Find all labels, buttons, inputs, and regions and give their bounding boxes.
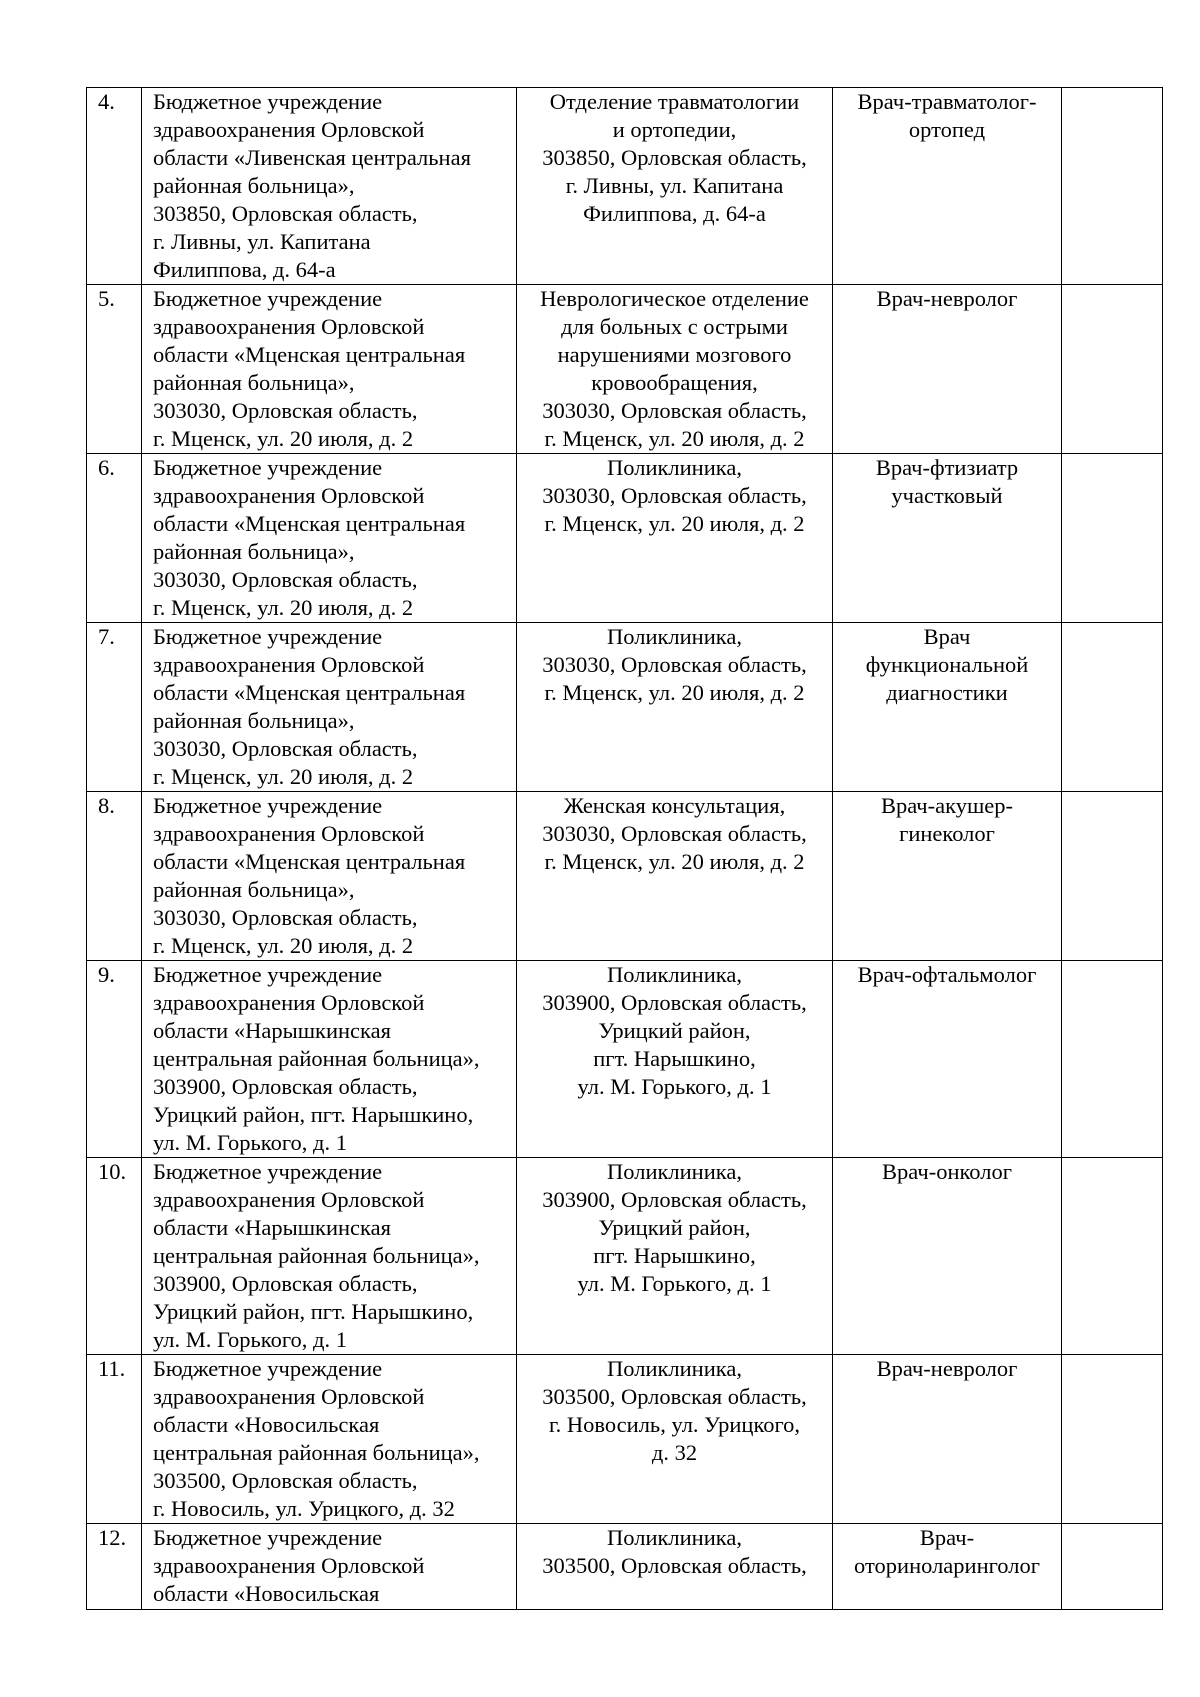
institution-cell-line: здравоохранения Орловской	[153, 314, 425, 339]
department-cell-line: пгт. Нарышкино,	[593, 1046, 756, 1071]
department-cell	[517, 88, 833, 285]
institution-cell-line: Бюджетное учреждение	[153, 455, 383, 480]
row-number: 8.	[87, 792, 142, 961]
institution-cell-line: здравоохранения Орловской	[153, 1384, 425, 1409]
department-cell-line: и ортопедии,	[612, 117, 737, 142]
position-cell-line: ортопед	[908, 117, 986, 142]
institution-cell-line: г. Мценск, ул. 20 июля, д. 2	[153, 595, 414, 620]
institution-cell-line: 303030, Орловская область,	[153, 736, 418, 761]
institution-cell-line: области «Нарышкинская	[153, 1215, 391, 1240]
institution-cell-line: Бюджетное учреждение	[153, 1159, 383, 1184]
department-cell-line: г. Новосиль, ул. Урицкого,	[548, 1412, 801, 1437]
institution-cell	[142, 454, 517, 623]
position-cell-line: функциональной	[865, 652, 1029, 677]
department-cell-line: 303030, Орловская область,	[542, 821, 807, 846]
institution-cell-line: центральная районная больница»,	[153, 1243, 480, 1268]
department-cell-line: Поликлиника,	[607, 1356, 742, 1381]
table-row	[87, 1524, 1163, 1610]
department-cell-line: 303030, Орловская область,	[542, 398, 807, 423]
empty-cell	[1062, 623, 1163, 792]
department-cell-line: нарушениями мозгового	[557, 342, 792, 367]
institution-cell-line: области «Мценская центральная	[153, 511, 466, 536]
department-cell-line: 303030, Орловская область,	[542, 483, 807, 508]
institution-cell-line: 303850, Орловская область,	[153, 201, 418, 226]
institution-cell-line: районная больница»,	[153, 877, 355, 902]
position-cell-line: Врач-невролог	[876, 286, 1018, 311]
position-cell	[833, 961, 1062, 1158]
institution-cell-line: г. Мценск, ул. 20 июля, д. 2	[153, 764, 414, 789]
department-cell-line: 303500, Орловская область,	[542, 1553, 807, 1578]
institution-cell-line: здравоохранения Орловской	[153, 117, 425, 142]
department-cell	[517, 1524, 833, 1610]
position-cell-line: Врач-онколог	[882, 1159, 1012, 1184]
department-cell-line: Поликлиника,	[607, 624, 742, 649]
institution-cell-line: Бюджетное учреждение	[153, 1525, 383, 1550]
institution-cell-line: области «Мценская центральная	[153, 849, 466, 874]
institution-cell-line: г. Новосиль, ул. Урицкого, д. 32	[153, 1496, 455, 1521]
position-cell-line: Врач-травматолог-	[857, 89, 1037, 114]
institution-cell-line: районная больница»,	[153, 370, 355, 395]
institution-cell-line: Урицкий район, пгт. Нарышкино,	[153, 1299, 474, 1324]
institution-cell-line: области «Новосильская	[153, 1581, 380, 1606]
institution-cell-line: здравоохранения Орловской	[153, 821, 425, 846]
row-number: 9.	[87, 961, 142, 1158]
table-body	[87, 88, 1163, 1610]
department-cell-line: для больных с острыми	[561, 314, 788, 339]
institution-cell-line: здравоохранения Орловской	[153, 1553, 425, 1578]
institution-cell-line: Бюджетное учреждение	[153, 793, 383, 818]
institution-cell-line: области «Мценская центральная	[153, 342, 466, 367]
table-row	[87, 961, 1163, 1158]
empty-cell	[1062, 285, 1163, 454]
institution-cell	[142, 1524, 517, 1610]
department-cell-line: Поликлиника,	[607, 962, 742, 987]
institution-cell	[142, 623, 517, 792]
department-cell-line: Филиппова, д. 64-а	[583, 201, 766, 226]
department-cell-line: 303900, Орловская область,	[542, 1187, 807, 1212]
position-cell	[833, 285, 1062, 454]
row-number: 10.	[87, 1158, 142, 1355]
position-cell-line: Врач-невролог	[876, 1356, 1018, 1381]
department-cell-line: пгт. Нарышкино,	[593, 1243, 756, 1268]
department-cell-line: Неврологическое отделение	[540, 286, 809, 311]
institution-cell-line: области «Новосильская	[153, 1412, 380, 1437]
institution-cell-line: Бюджетное учреждение	[153, 1356, 383, 1381]
position-cell-line: оториноларинголог	[854, 1553, 1040, 1578]
institution-cell-line: здравоохранения Орловской	[153, 652, 425, 677]
institution-cell	[142, 792, 517, 961]
institution-cell-line: Бюджетное учреждение	[153, 962, 383, 987]
position-cell	[833, 792, 1062, 961]
institution-cell-line: г. Мценск, ул. 20 июля, д. 2	[153, 426, 414, 451]
position-cell-line: Врач-	[919, 1525, 975, 1550]
position-cell-line: гинеколог	[899, 821, 995, 846]
institution-cell-line: области «Ливенская центральная	[153, 145, 471, 170]
institution-cell-line: области «Мценская центральная	[153, 680, 466, 705]
institution-cell	[142, 1355, 517, 1524]
table-row	[87, 1355, 1163, 1524]
empty-cell	[1062, 1355, 1163, 1524]
institution-cell-line: районная больница»,	[153, 539, 355, 564]
position-cell	[833, 1158, 1062, 1355]
department-cell-line: кровообращения,	[591, 370, 758, 395]
department-cell	[517, 1355, 833, 1524]
row-number: 6.	[87, 454, 142, 623]
institution-cell-line: 303900, Орловская область,	[153, 1074, 418, 1099]
table-row	[87, 1158, 1163, 1355]
department-cell-line: 303850, Орловская область,	[542, 145, 807, 170]
institution-cell-line: здравоохранения Орловской	[153, 990, 425, 1015]
department-cell-line: Женская консультация,	[563, 793, 786, 818]
department-cell-line: д. 32	[651, 1440, 698, 1465]
table-row	[87, 623, 1163, 792]
department-cell-line: Поликлиника,	[607, 455, 742, 480]
empty-cell	[1062, 792, 1163, 961]
empty-cell	[1062, 1524, 1163, 1610]
institution-cell	[142, 285, 517, 454]
institution-cell-line: ул. М. Горького, д. 1	[153, 1130, 347, 1155]
position-cell-line: Врач-акушер-	[880, 793, 1014, 818]
institution-cell-line: 303500, Орловская область,	[153, 1468, 418, 1493]
row-number: 7.	[87, 623, 142, 792]
position-cell-line: Врач	[923, 624, 971, 649]
institution-cell-line: Бюджетное учреждение	[153, 624, 383, 649]
institution-cell-line: районная больница»,	[153, 173, 355, 198]
institution-cell-line: 303900, Орловская область,	[153, 1271, 418, 1296]
row-number: 12.	[87, 1524, 142, 1610]
empty-cell	[1062, 454, 1163, 623]
institution-cell-line: г. Мценск, ул. 20 июля, д. 2	[153, 933, 414, 958]
institution-cell-line: районная больница»,	[153, 708, 355, 733]
institution-cell-line: Бюджетное учреждение	[153, 286, 383, 311]
department-cell-line: г. Мценск, ул. 20 июля, д. 2	[544, 426, 805, 451]
position-cell	[833, 1524, 1062, 1610]
position-cell-line: участковый	[891, 483, 1003, 508]
department-cell-line: г. Мценск, ул. 20 июля, д. 2	[544, 511, 805, 536]
department-cell-line: Отделение травматологии	[549, 89, 800, 114]
position-cell	[833, 454, 1062, 623]
positions-table	[86, 87, 1163, 1610]
department-cell	[517, 1158, 833, 1355]
department-cell-line: г. Мценск, ул. 20 июля, д. 2	[544, 849, 805, 874]
table-row	[87, 285, 1163, 454]
row-number: 4.	[87, 88, 142, 285]
institution-cell	[142, 961, 517, 1158]
department-cell-line: ул. М. Горького, д. 1	[577, 1271, 772, 1296]
department-cell-line: Поликлиника,	[607, 1525, 742, 1550]
institution-cell-line: здравоохранения Орловской	[153, 483, 425, 508]
empty-cell	[1062, 1158, 1163, 1355]
table-row	[87, 88, 1163, 285]
position-cell	[833, 88, 1062, 285]
empty-cell	[1062, 88, 1163, 285]
institution-cell	[142, 88, 517, 285]
row-number: 5.	[87, 285, 142, 454]
table-row	[87, 454, 1163, 623]
position-cell-line: диагностики	[886, 680, 1008, 705]
institution-cell-line: области «Нарышкинская	[153, 1018, 391, 1043]
department-cell-line: 303030, Орловская область,	[542, 652, 807, 677]
institution-cell-line: г. Ливны, ул. Капитана	[153, 229, 371, 254]
department-cell	[517, 961, 833, 1158]
institution-cell-line: Бюджетное учреждение	[153, 89, 383, 114]
institution-cell-line: 303030, Орловская область,	[153, 567, 418, 592]
department-cell	[517, 285, 833, 454]
department-cell	[517, 792, 833, 961]
department-cell-line: ул. М. Горького, д. 1	[577, 1074, 772, 1099]
empty-cell	[1062, 961, 1163, 1158]
department-cell-line: 303500, Орловская область,	[542, 1384, 807, 1409]
institution-cell-line: ул. М. Горького, д. 1	[153, 1327, 347, 1352]
position-cell-line: Врач-офтальмолог	[857, 962, 1037, 987]
institution-cell-line: Филиппова, д. 64-а	[153, 257, 336, 282]
institution-cell-line: 303030, Орловская область,	[153, 398, 418, 423]
position-cell-line: Врач-фтизиатр	[875, 455, 1019, 480]
institution-cell-line: центральная районная больница»,	[153, 1440, 480, 1465]
department-cell-line: Поликлиника,	[607, 1159, 742, 1184]
department-cell-line: Урицкий район,	[598, 1018, 751, 1043]
institution-cell-line: 303030, Орловская область,	[153, 905, 418, 930]
institution-cell-line: Урицкий район, пгт. Нарышкино,	[153, 1102, 474, 1127]
position-cell	[833, 1355, 1062, 1524]
department-cell-line: 303900, Орловская область,	[542, 990, 807, 1015]
institution-cell-line: здравоохранения Орловской	[153, 1187, 425, 1212]
row-number: 11.	[87, 1355, 142, 1524]
department-cell-line: г. Мценск, ул. 20 июля, д. 2	[544, 680, 805, 705]
table-row	[87, 792, 1163, 961]
department-cell-line: г. Ливны, ул. Капитана	[565, 173, 784, 198]
department-cell	[517, 454, 833, 623]
department-cell	[517, 623, 833, 792]
department-cell-line: Урицкий район,	[598, 1215, 751, 1240]
institution-cell-line: центральная районная больница»,	[153, 1046, 480, 1071]
institution-cell	[142, 1158, 517, 1355]
position-cell	[833, 623, 1062, 792]
